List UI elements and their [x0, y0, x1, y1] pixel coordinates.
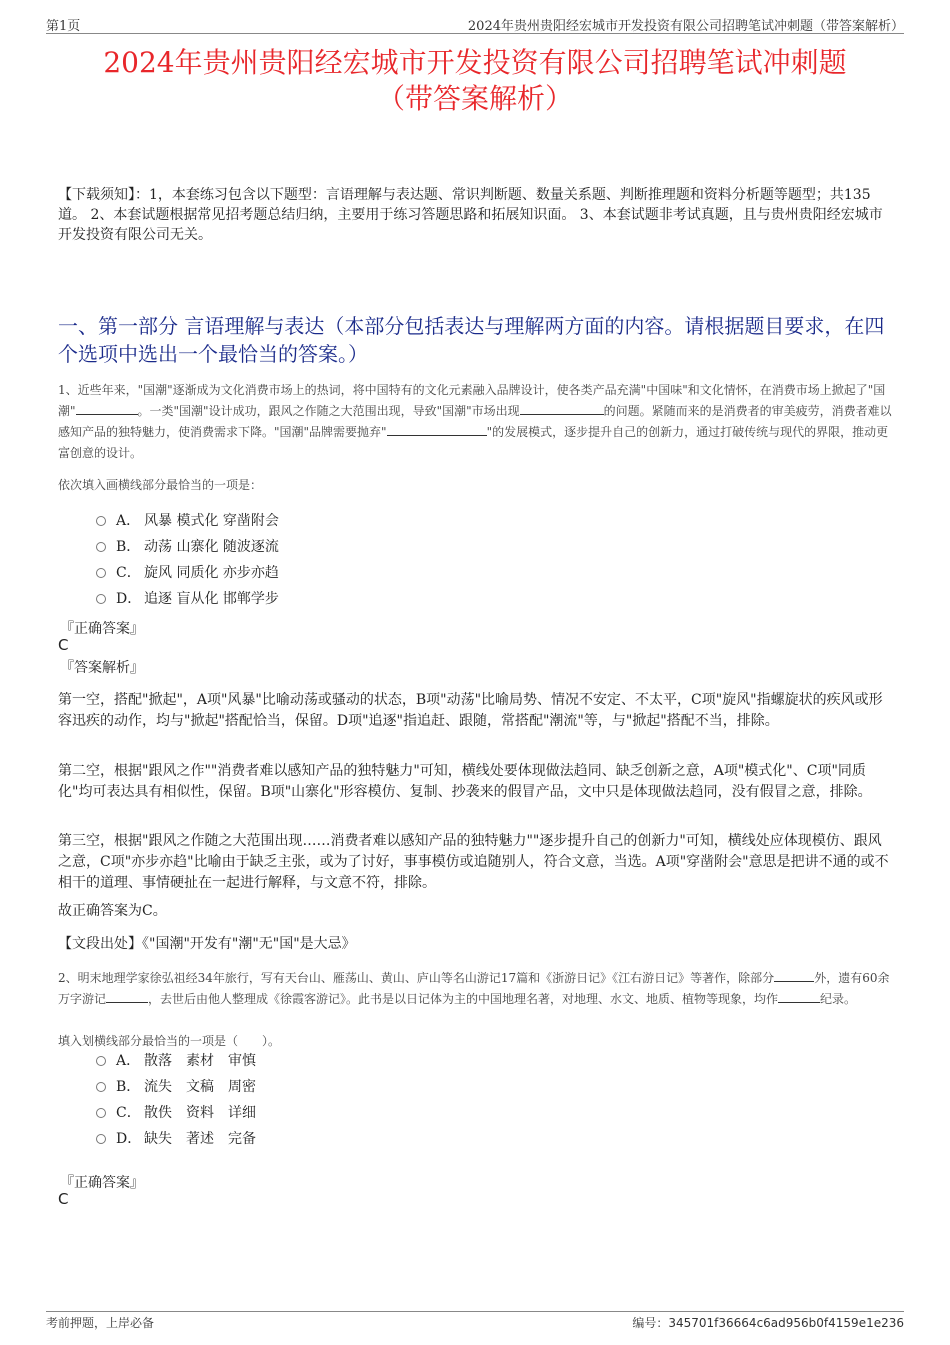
q1-text-3: 的问题。紧随而来的是消费者的审美疲劳，消费者难以感知产品的独特魅力，使消费需求下降。"国潮"品牌需要抛弃" — [58, 404, 892, 439]
radio-icon[interactable] — [96, 1134, 106, 1144]
radio-icon[interactable] — [96, 568, 106, 578]
q1-option-b[interactable] — [96, 536, 279, 558]
section-heading: 一、第一部分 言语理解与表达（本部分包括表达与理解两方面的内容。请根据题目要求，在四个选项中选出一个最恰当的答案。） — [58, 314, 885, 366]
footer-slogan: 考前押题，上岸必备 — [46, 1316, 155, 1330]
q2-text-3: ，去世后由他人整理成《徐霞客游记》。此书是以日记体为主的中国地理名著，对地理、水文、地质、植物等现象，均作 — [148, 992, 779, 1006]
option-key: A． — [116, 1053, 141, 1069]
download-notice: 【下载须知】：1，本套练习包含以下题型：言语理解与表达题、常识判断题、数量关系题、判断推理题和资料分析题等题型；共135道。 2、本套试题根据常见招考题总结归纳，主要用于练习答题思路和拓展知识面。 3、本套试题非考试真题，且与贵州贵阳经宏城市开发投资有限公司无关。 — [58, 187, 883, 243]
q1-analysis-2: 第二空，根据"跟风之作""消费者难以感知产品的独特魅力"可知，横线处要体现做法趋同、缺乏创新之意，A项"模式化"、C项"同质化"均可表达具有相似性，保留。B项"山寨化"形容模仿、复制、抄袭来的假冒产品，文中只是体现做法趋同，没有假冒之意，排除。 — [58, 763, 872, 800]
footer-divider — [46, 1311, 904, 1312]
q1-text-2: 。一类"国潮"设计成功，跟风之作随之大范围出现，导致"国潮"市场出现 — [137, 404, 520, 418]
header-page-label: 第1页 — [46, 19, 81, 34]
header-divider — [46, 33, 904, 34]
option-text: 散佚 资料 详细 — [144, 1105, 256, 1121]
q2-answer: C — [58, 1190, 69, 1208]
option-text: 缺失 著述 完备 — [144, 1131, 256, 1147]
footer-code-value: 345701f36664c6ad956b0f4159e1e236 — [668, 1316, 904, 1330]
option-key: D． — [116, 591, 142, 607]
page-title — [40, 45, 910, 117]
page-title-line1: 2024年贵州贵阳经宏城市开发投资有限公司招聘笔试冲刺题 — [103, 46, 847, 79]
option-text: 旋风 同质化 亦步亦趋 — [144, 565, 279, 581]
option-key: A． — [116, 513, 141, 529]
q2-text-2: 外，遗有60余万字游记 — [58, 971, 890, 1006]
option-text: 动荡 山寨化 随波逐流 — [144, 539, 279, 555]
q1-analysis-3: 第三空，根据"跟风之作随之大范围出现……消费者难以感知产品的独特魅力""逐步提升自己的创新力"可知，横线处应体现模仿、跟风之意，C项"亦步亦趋"比喻由于缺乏主张，或为了讨好，事事模仿或追随别人，符合文意，当选。A项"穿凿附会"意思是把讲不通的或不相干的道理、事情硬扯在一起进行解释，与文意不符，排除。 — [58, 833, 889, 891]
q1-text-4: "的发展模式，逐步提升自己的创新力，通过打破传统与现代的界限，推动更富创意的设计。 — [58, 425, 889, 460]
footer-code-label: 编号： — [632, 1316, 669, 1330]
radio-icon[interactable] — [96, 542, 106, 552]
q1-analysis-4: 故正确答案为C。 — [58, 903, 167, 919]
question-2-stem — [58, 968, 892, 1010]
q2-answer-label: 『正确答案』 — [60, 1175, 144, 1191]
q1-option-d[interactable] — [96, 588, 279, 610]
q2-text-4: 纪录。 — [820, 992, 857, 1006]
q1-option-a[interactable] — [96, 510, 279, 532]
q2-option-a[interactable] — [96, 1050, 256, 1072]
option-key: B． — [116, 1079, 141, 1095]
q2-option-b[interactable] — [96, 1076, 256, 1098]
option-key: C． — [116, 1105, 141, 1121]
q1-answer: C — [58, 636, 69, 654]
option-key: C． — [116, 565, 141, 581]
radio-icon[interactable] — [96, 1082, 106, 1092]
radio-icon[interactable] — [96, 1108, 106, 1118]
radio-icon[interactable] — [96, 1056, 106, 1066]
q1-source: 【文段出处】《"国潮"开发有"潮"无"国"是大忌》 — [58, 936, 356, 952]
option-text: 追逐 盲从化 邯郸学步 — [144, 591, 279, 607]
q1-blank-3 — [387, 423, 487, 436]
page-title-line2: （带答案解析） — [376, 82, 573, 115]
q2-option-d[interactable] — [96, 1128, 256, 1150]
q1-prompt: 依次填入画横线部分最恰当的一项是： — [58, 478, 263, 492]
q1-blank-2 — [520, 402, 604, 415]
q2-option-c[interactable] — [96, 1102, 256, 1124]
option-text: 散落 素材 审慎 — [144, 1053, 256, 1069]
radio-icon[interactable] — [96, 516, 106, 526]
q1-answer-label: 『正确答案』 — [60, 621, 144, 637]
q2-blank-2 — [106, 990, 148, 1003]
q2-prompt: 填入划横线部分最恰当的一项是（ ）。 — [58, 1034, 281, 1048]
radio-icon[interactable] — [96, 594, 106, 604]
option-text: 风暴 模式化 穿凿附会 — [144, 513, 279, 529]
option-key: D． — [116, 1131, 142, 1147]
q2-text-1: 2、明末地理学家徐弘祖经34年旅行，写有天台山、雁荡山、黄山、庐山等名山游记17篇和《浙游日记》《江右游日记》等著作，除部分 — [58, 971, 775, 985]
question-1-stem — [58, 380, 892, 464]
q1-text-1: 1、近些年来，"国潮"逐渐成为文化消费市场上的热词，将中国特有的文化元素融入品牌设计，使各类产品充满"中国味"和文化情怀，在消费市场上掀起了"国潮" — [58, 383, 886, 418]
option-text: 流失 文稿 周密 — [144, 1079, 256, 1095]
q2-blank-3 — [778, 990, 820, 1003]
q1-analysis-1: 第一空，搭配"掀起"，A项"风暴"比喻动荡或骚动的状态，B项"动荡"比喻局势、情况不安定、不太平，C项"旋风"指螺旋状的疾风或形容迅疾的动作，均与"掀起"搭配恰当，保留。D项"追逐"指追赶、跟随，常搭配"潮流"等，与"掀起"搭配不当，排除。 — [58, 692, 883, 729]
q1-analysis-label: 『答案解析』 — [60, 660, 144, 676]
q1-option-c[interactable] — [96, 562, 279, 584]
q2-blank-1 — [774, 969, 814, 982]
header-doc-title: 2024年贵州贵阳经宏城市开发投资有限公司招聘笔试冲刺题（带答案解析） — [467, 19, 904, 34]
q1-blank-1 — [76, 402, 138, 415]
footer-code — [632, 1314, 904, 1331]
option-key: B． — [116, 539, 141, 555]
